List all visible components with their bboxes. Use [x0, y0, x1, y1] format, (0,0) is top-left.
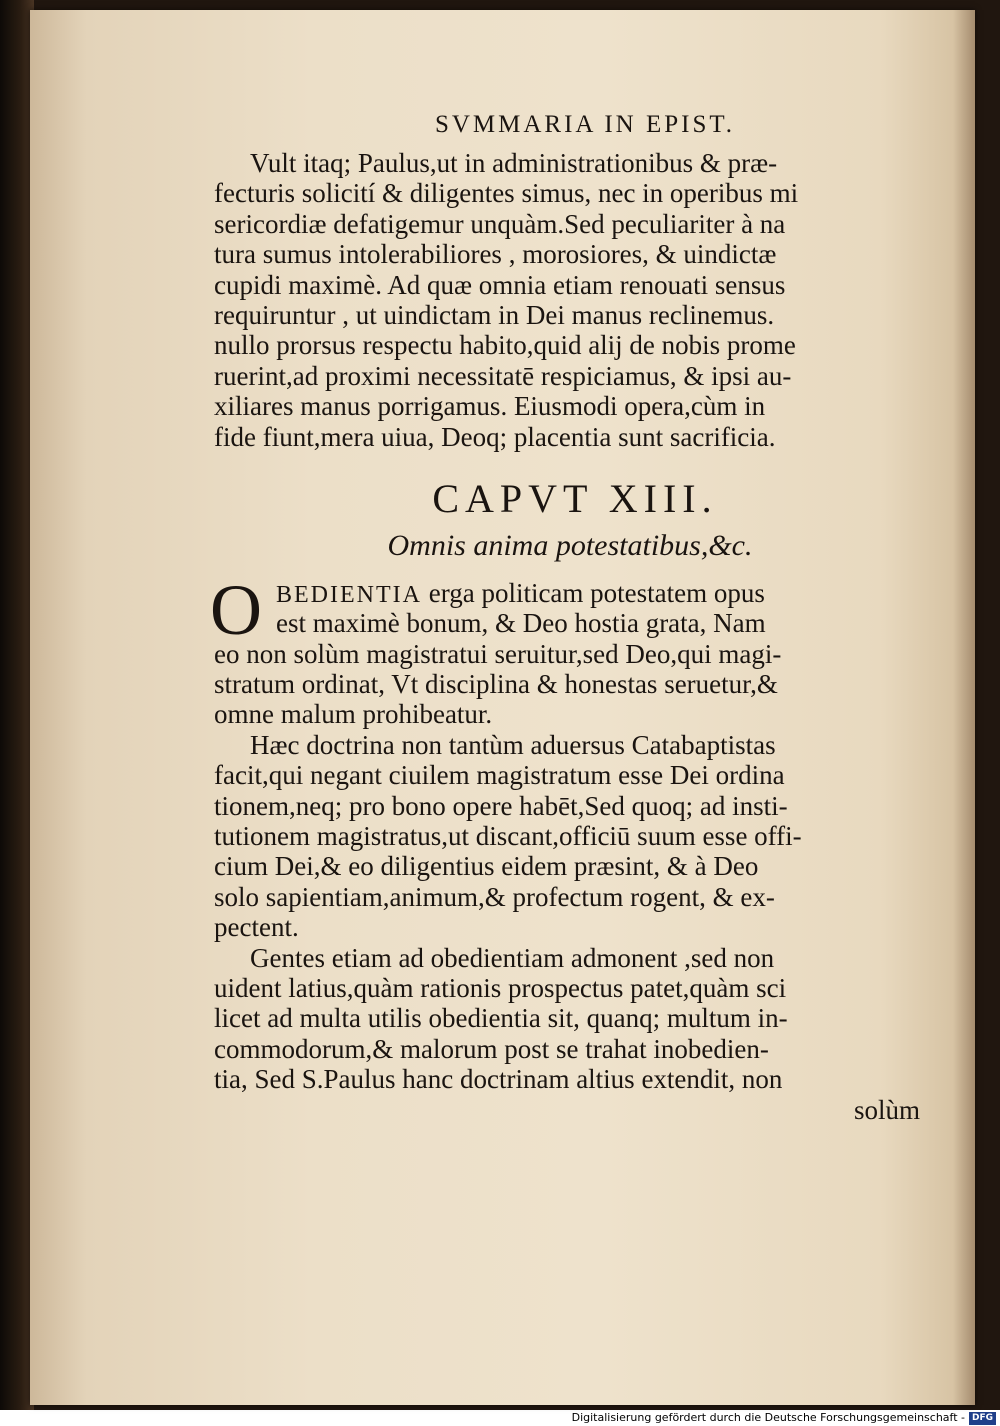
drop-cap: O — [210, 569, 262, 650]
text-line: cium Dei,& eo diligentius eidem præsint, & à Deo — [214, 851, 759, 882]
text-line: Gentes etiam ad obedientiam admonent ,sed non — [250, 942, 775, 973]
running-head: SVMMARIA IN EPIST. — [434, 111, 736, 138]
text-line: licet ad multa utilis obedientia sit, quanq; multum in- — [214, 1003, 788, 1034]
text-line: eo non solùm magistratui seruitur,sed Deo,qui magi- — [214, 638, 782, 669]
catchword: solùm — [853, 1094, 920, 1125]
page-text — [210, 108, 926, 1125]
text-line: sericordiæ defatigemur unquàm.Sed peculiariter à na — [214, 208, 786, 239]
text-line: solo sapientiam,animum,& profectum rogent, & ex- — [214, 881, 775, 912]
line-rest: erga politicam potestatem opus — [421, 577, 765, 608]
dfg-logo: DFG — [969, 1412, 996, 1425]
chapter-incipit: Omnis anima potestatibus,&c. — [387, 528, 753, 562]
footer-text: Digitalisierung gefördert durch die Deutsche Forschungsgemeinschaft - — [571, 1411, 965, 1424]
text-line — [214, 578, 926, 608]
text-line: omne malum prohibeatur. — [214, 699, 493, 730]
text-line: tia, Sed S.Paulus hanc doctrinam altius extendit, non — [214, 1064, 783, 1095]
text-line: commodorum,& malorum post se trahat inobedien- — [214, 1033, 769, 1064]
paragraph-1 — [214, 148, 926, 452]
digitization-footer — [572, 1410, 996, 1426]
text-line: ruerint,ad proximi necessitatē respiciamus, & ipsi au- — [214, 360, 792, 391]
text-line: uident latius,quàm rationis prospectus patet,quàm sci — [214, 972, 787, 1003]
text-line: est maximè bonum, & Deo hostia grata, Nam — [276, 608, 766, 639]
text-line: pectent. — [214, 912, 299, 943]
text-line: nullo prorsus respectu habito,quid alij de nobis prome — [214, 330, 796, 361]
text-line: fide fiunt,mera uiua, Deoq; placentia sunt sacrificia. — [214, 421, 776, 452]
paragraph-3 — [214, 730, 926, 943]
text-line: cupidi maximè. Ad quæ omnia etiam renouati sensus — [214, 269, 786, 300]
text-line: tionem,neq; pro bono opere habēt,Sed quoq; ad insti- — [214, 790, 788, 821]
text-line: tutionem magistratus,ut discant,officiū suum esse offi- — [214, 821, 802, 852]
text-line: tura sumus intolerabiliores , morosiores, & uindictæ — [214, 239, 777, 270]
text-line: facit,qui negant ciuilem magistratum esse Dei ordina — [214, 760, 785, 791]
text-line: fecturis solicití & diligentes simus, nec in operibus mi — [214, 178, 799, 209]
paragraph-4 — [214, 943, 926, 1095]
text-line: requiruntur , ut uindictam in Dei manus reclinemus. — [214, 299, 775, 330]
small-caps-word: BEDIENTIA — [276, 581, 422, 608]
chapter-heading: CAPVT XIII. — [432, 475, 718, 521]
text-line: xiliares manus porrigamus. Eiusmodi opera,cùm in — [214, 391, 766, 422]
text-line: Vult itaq; Paulus,ut in administrationibus & præ- — [250, 148, 778, 178]
text-line: stratum ordinat, Vt disciplina & honestas seruetur,& — [214, 669, 778, 700]
text-line: Hæc doctrina non tantùm aduersus Catabaptistas — [250, 729, 776, 760]
paragraph-2 — [210, 569, 926, 730]
book-edge — [0, 0, 34, 1410]
